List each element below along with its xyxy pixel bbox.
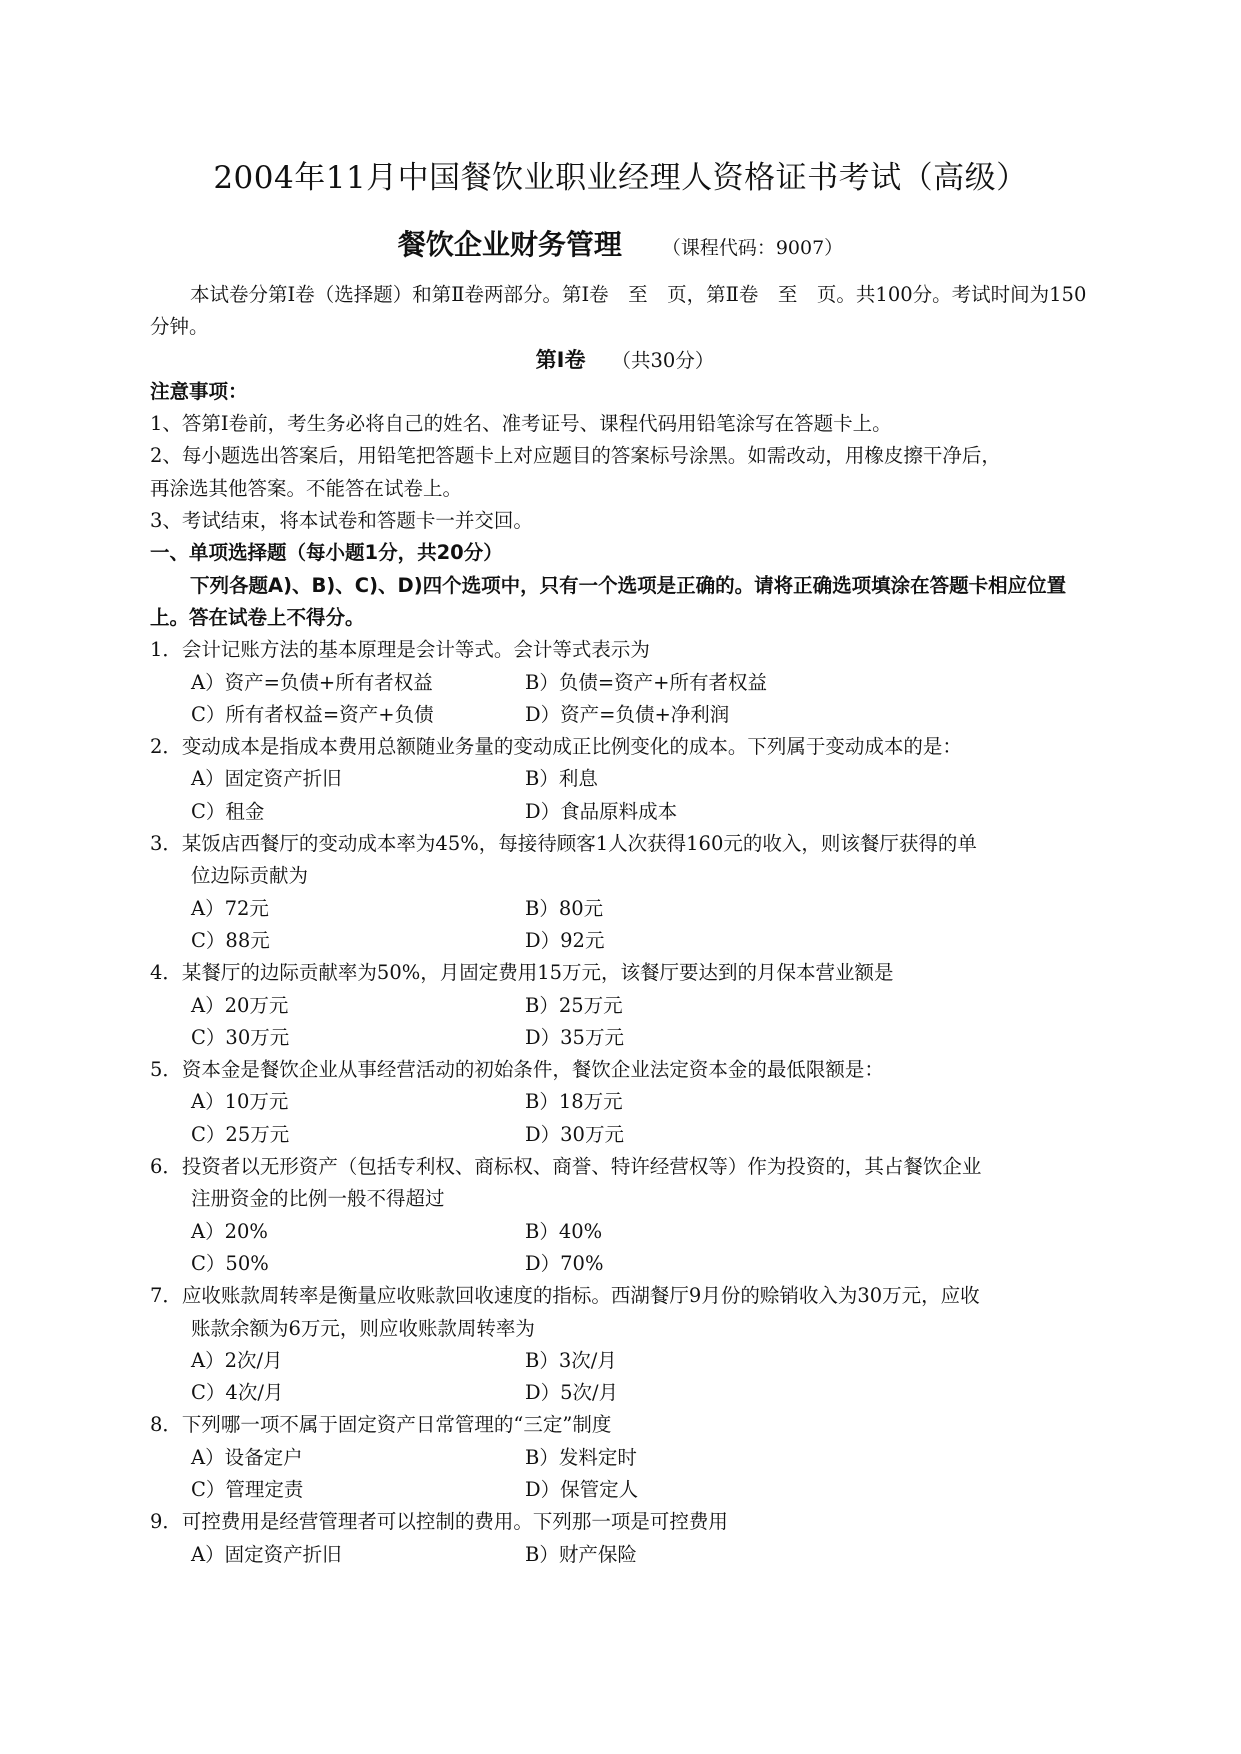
option-row [150, 667, 1100, 699]
option-row [150, 1216, 1100, 1248]
section-instruction: 下列各题A)、B)、C)、D)四个选项中，只有一个选项是正确的。请将正确选项填涂在答题卡相应位置上。答在试卷上不得分。 [150, 573, 1067, 629]
answer-option: A）10万元 [191, 1090, 289, 1114]
section-heading: 一、单项选择题（每小题1分，共20分） [150, 541, 503, 565]
answer-option: B）利息 [525, 767, 598, 791]
answer-option: D）5次/月 [525, 1381, 619, 1405]
option-row [150, 893, 1100, 925]
question-item [150, 1054, 1100, 1151]
answer-option: C）88元 [191, 928, 270, 952]
answer-option: A）设备定户 [191, 1445, 303, 1469]
note-item: 2、每小题选出答案后，用铅笔把答题卡上对应题目的答案标号涂黑。如需改动，用橡皮擦干净后， [150, 444, 1001, 468]
answer-option: B）财产保险 [525, 1542, 637, 1566]
answer-option: D）食品原料成本 [525, 799, 678, 823]
question-item [150, 1506, 1100, 1571]
option-row [150, 1474, 1100, 1506]
answer-option: D）保管定人 [525, 1477, 639, 1501]
answer-option: D）35万元 [525, 1025, 624, 1049]
question-stem: 1．会计记账方法的基本原理是会计等式。会计等式表示为 [150, 638, 650, 662]
question-stem: 5．资本金是餐饮企业从事经营活动的初始条件，餐饮企业法定资本金的最低限额是： [150, 1058, 884, 1082]
answer-option: C）租金 [191, 799, 265, 823]
course-code: （课程代码：9007） [661, 237, 844, 259]
option-row [150, 990, 1100, 1022]
answer-option: C）25万元 [191, 1122, 290, 1146]
subject-name: 餐饮企业财务管理 [397, 228, 622, 261]
note-item: 1、答第Ⅰ卷前，考生务必将自己的姓名、准考证号、课程代码用铅笔涂写在答题卡上。 [150, 412, 892, 436]
answer-option: A）20% [191, 1219, 268, 1243]
answer-option: B）18万元 [525, 1090, 623, 1114]
option-row [150, 1248, 1100, 1280]
answer-option: C）50% [191, 1251, 269, 1275]
answer-option: D）92元 [525, 928, 605, 952]
answer-option: D）70% [525, 1251, 604, 1275]
answer-option: B）发料定时 [525, 1445, 637, 1469]
note-item: 3、考试结束，将本试卷和答题卡一并交回。 [150, 509, 533, 533]
option-row [150, 1119, 1100, 1151]
answer-option: C）30万元 [191, 1025, 290, 1049]
question-stem-continuation: 位边际贡献为 [191, 864, 309, 888]
answer-option: B）80元 [525, 896, 604, 920]
note-item: 再涂选其他答案。不能答在试卷上。 [150, 476, 463, 500]
question-stem: 7．应收账款周转率是衡量应收账款回收速度的指标。西湖餐厅9月份的赊销收入为30万元，应收 [150, 1284, 980, 1308]
question-item [150, 634, 1100, 731]
question-stem-continuation: 账款余额为6万元，则应收账款周转率为 [191, 1316, 535, 1340]
answer-option: D）30万元 [525, 1122, 624, 1146]
question-item [150, 731, 1100, 828]
option-row [150, 925, 1100, 957]
answer-option: A）72元 [191, 896, 269, 920]
answer-option: A）20万元 [191, 993, 289, 1017]
question-item [150, 1151, 1100, 1280]
answer-option: D）资产=负债+净利润 [525, 702, 730, 726]
part-points: （共30分） [611, 348, 715, 372]
answer-option: A）固定资产折旧 [191, 1542, 342, 1566]
answer-option: A）2次/月 [191, 1348, 283, 1372]
answer-option: B）40% [525, 1219, 603, 1243]
part-title: 第Ⅰ卷 [535, 347, 586, 372]
answer-option: C）4次/月 [191, 1381, 284, 1405]
option-row [150, 763, 1100, 795]
answer-option: C）管理定责 [191, 1477, 304, 1501]
answer-option: B）25万元 [525, 993, 623, 1017]
option-row [150, 1022, 1100, 1054]
answer-option: B）负债=资产+所有者权益 [525, 670, 768, 694]
question-stem: 8．下列哪一项不属于固定资产日常管理的“三定”制度 [150, 1413, 612, 1437]
question-stem-continuation: 注册资金的比例一般不得超过 [191, 1187, 445, 1211]
answer-option: B）3次/月 [525, 1348, 617, 1372]
option-row [150, 1539, 1100, 1571]
question-stem: 4．某餐厅的边际贡献率为50%，月固定费用15万元，该餐厅要达到的月保本营业额是 [150, 961, 894, 985]
question-item [150, 828, 1100, 957]
exam-subtitle [0, 225, 1241, 269]
question-stem: 3．某饭店西餐厅的变动成本率为45%，每接待顾客1人次获得160元的收入，则该餐厅获得的单 [150, 832, 977, 856]
exam-intro: 本试卷分第Ⅰ卷（选择题）和第Ⅱ卷两部分。第Ⅰ卷 至 页，第Ⅱ卷 至 页。共100分。考试时间为150分钟。 [150, 283, 1087, 339]
question-stem: 9．可控费用是经营管理者可以控制的费用。下列那一项是可控费用 [150, 1510, 728, 1534]
part-heading [150, 344, 1100, 376]
option-row [150, 1345, 1100, 1377]
option-row [150, 699, 1100, 731]
exam-body [150, 279, 1100, 1571]
notes-heading: 注意事项： [150, 379, 248, 403]
answer-option: A）固定资产折旧 [191, 767, 342, 791]
answer-option: C）所有者权益=资产+负债 [191, 702, 434, 726]
option-row [150, 1377, 1100, 1409]
option-row [150, 1086, 1100, 1118]
question-stem: 2．变动成本是指成本费用总额随业务量的变动成正比例变化的成本。下列属于变动成本的是： [150, 735, 962, 759]
question-item [150, 1280, 1100, 1409]
question-stem: 6．投资者以无形资产（包括专利权、商标权、商誉、特许经营权等）作为投资的，其占餐饮企业 [150, 1155, 982, 1179]
question-list [150, 634, 1100, 1571]
option-row [150, 796, 1100, 828]
answer-option: A）资产=负债+所有者权益 [191, 670, 433, 694]
question-item [150, 1409, 1100, 1506]
exam-title: 2004年11月中国餐饮业职业经理人资格证书考试（高级） [213, 160, 1028, 196]
question-item [150, 957, 1100, 1054]
option-row [150, 1442, 1100, 1474]
